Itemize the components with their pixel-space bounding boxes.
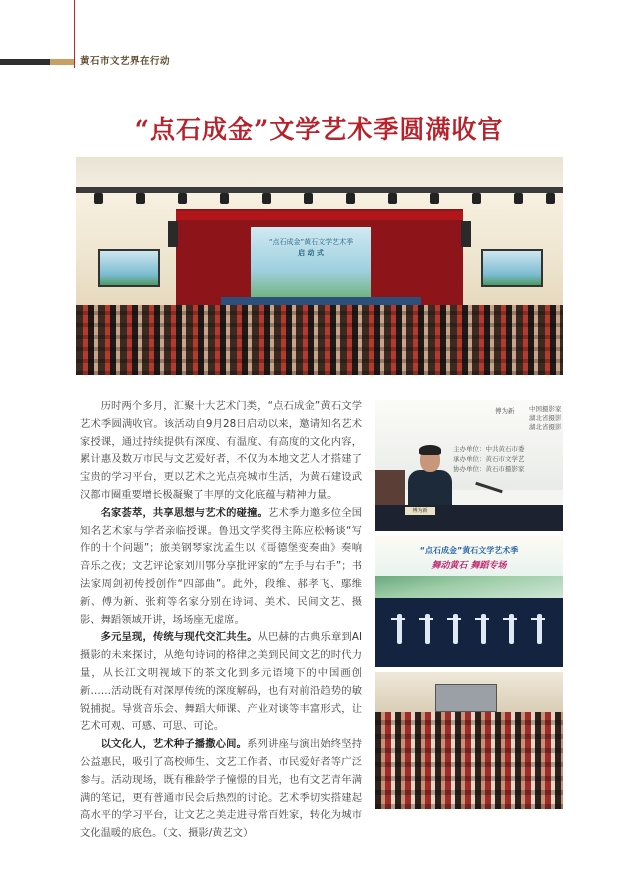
stage-light <box>546 193 555 204</box>
header-accent-line <box>74 0 75 68</box>
hall-screen <box>435 684 497 712</box>
stage-light <box>262 193 271 204</box>
paragraph-lead: 多元呈现，传统与现代交汇共生。 <box>100 631 258 644</box>
dancer-arm <box>391 618 405 620</box>
paragraph-lead: 以文化人，艺术种子播撒心间。 <box>100 738 248 751</box>
sponsor-line: 主办单位：中共黄石市委 <box>453 445 525 453</box>
sponsor-line: 承办单位：黄石市文学艺 <box>453 455 525 463</box>
backdrop-line: 湖北省摄影 <box>529 423 562 431</box>
speaker-right <box>461 221 471 247</box>
section-label: 黄石市文艺界在行动 <box>80 56 171 67</box>
backdrop-landscape <box>375 576 563 598</box>
side-screen-right <box>481 249 543 287</box>
dancer-arm <box>531 618 545 620</box>
paragraph-text: 系列讲座与演出始终坚持公益惠民，吸引了高校师生、文艺工作者、市民爱好者等广泛参与。活动现场，既有稚龄学子憧憬的目光，也有文艺青年满满的笔记，更有普通市民会后热烈的讨论。艺术季切实搭建起高水平的学习平台，让文艺之美走进寻常百姓家，转化为城市文化温暖的底色。（文、摄影/黄艺文） <box>80 738 363 840</box>
article-title: “点石成金”文学艺术季圆满收官 <box>134 115 504 144</box>
lecture-desk <box>375 505 563 531</box>
sponsor-line: 协办单位：黄石市摄影家 <box>453 465 525 473</box>
photo-audience-hall <box>375 672 563 809</box>
hero-photo-opening-ceremony <box>76 157 563 375</box>
header-bar-gold <box>50 59 74 65</box>
paragraph-lead: 名家荟萃，共享思想与艺术的碰撞。 <box>100 506 268 519</box>
stage-light <box>178 193 187 204</box>
header-bar-dark <box>0 59 50 65</box>
stage-light <box>304 193 313 204</box>
backdrop-line: 湖北省摄影 <box>529 414 562 422</box>
dance-banner-line1: “点石成金”黄石文学艺术季 <box>419 546 519 555</box>
paragraph-culture <box>80 736 362 843</box>
dancer-arm <box>419 618 433 620</box>
stage-light <box>388 193 397 204</box>
audience-shade <box>375 712 563 809</box>
stage-light <box>220 193 229 204</box>
side-screen-left <box>98 249 160 287</box>
paragraph-text: 艺术季力邀多位全国知名艺术家与学者亲临授课。鲁迅文学奖得主陈应松畅谈“写作的十个问题”；旅美钢琴家沈孟生以《哥德堡变奏曲》奏响音乐之夜；文艺评论家刘川鄂分享批评家的“左手与右手”；书法家周剑初传授创作“四部曲”。此外，段维、郝孝飞、鄢维新、傅为新、张莉等名家分别在诗词、美术、民间文艺、摄影、舞蹈领域开讲，场场座无虚席。 <box>80 506 362 626</box>
stage-light <box>430 193 439 204</box>
dancer-arm <box>503 618 517 620</box>
nameplate: 傅为新 <box>405 507 435 515</box>
photo-dance-performance <box>375 536 563 667</box>
backdrop-line: 中国摄影家 <box>529 405 562 413</box>
screen-text-line2: 启 动 式 <box>298 249 324 257</box>
stage-banner <box>176 211 463 220</box>
stage-light <box>472 193 481 204</box>
photo-lecture <box>375 400 563 531</box>
stage-light <box>346 193 355 204</box>
lighting-truss <box>76 187 563 193</box>
stage-light <box>514 193 523 204</box>
speaker-hair <box>419 445 441 455</box>
dance-banner-line2: 舞动黄石 舞蹈专场 <box>431 561 507 571</box>
audience-shade <box>76 305 563 375</box>
speaker-left <box>168 221 178 247</box>
article-body <box>80 398 362 843</box>
paragraph-text: 历时两个多月，汇聚十大艺术门类，“点石成金”黄石文学艺术季圆满收官。该活动自9月28日启动以来，邀请知名艺术家授课，通过持续提供有深度、有温度、有高度的文化内容，累计惠及数万市民与文艺爱好者，不仅为本地文艺人才搭建了宝贵的学习平台，更以艺术之光点亮城市生活，为黄石建设武汉都市圈重要增长极凝聚了丰厚的文化底蕴与精神力量。 <box>80 400 362 501</box>
screen-text-line1: “点石成金”黄石文学艺术季 <box>268 238 354 246</box>
paragraph-intro <box>80 398 362 505</box>
paragraph-masters <box>80 505 362 630</box>
paragraph-text: 从巴赫的古典乐章到AI摄影的未来探讨，从绝句诗词的格律之美到民间文艺的时代力量，从长江文明视域下的茶文化到多元语境下的中国画创新……活动既有对深厚传统的深度解码，也有对前沿趋势的敏锐捕捉。导赏音乐会、舞蹈大师课、产业对谈等丰富形式，让艺术可观、可感、可思、可论。 <box>80 631 362 733</box>
stage-light <box>136 193 145 204</box>
paragraph-diversity <box>80 629 362 736</box>
speaker-body <box>408 470 452 510</box>
speaker-name-on-backdrop: 傅为新 <box>495 407 515 415</box>
stage-light <box>94 193 103 204</box>
dancer-arm <box>447 618 461 620</box>
dancer-arm <box>475 618 489 620</box>
